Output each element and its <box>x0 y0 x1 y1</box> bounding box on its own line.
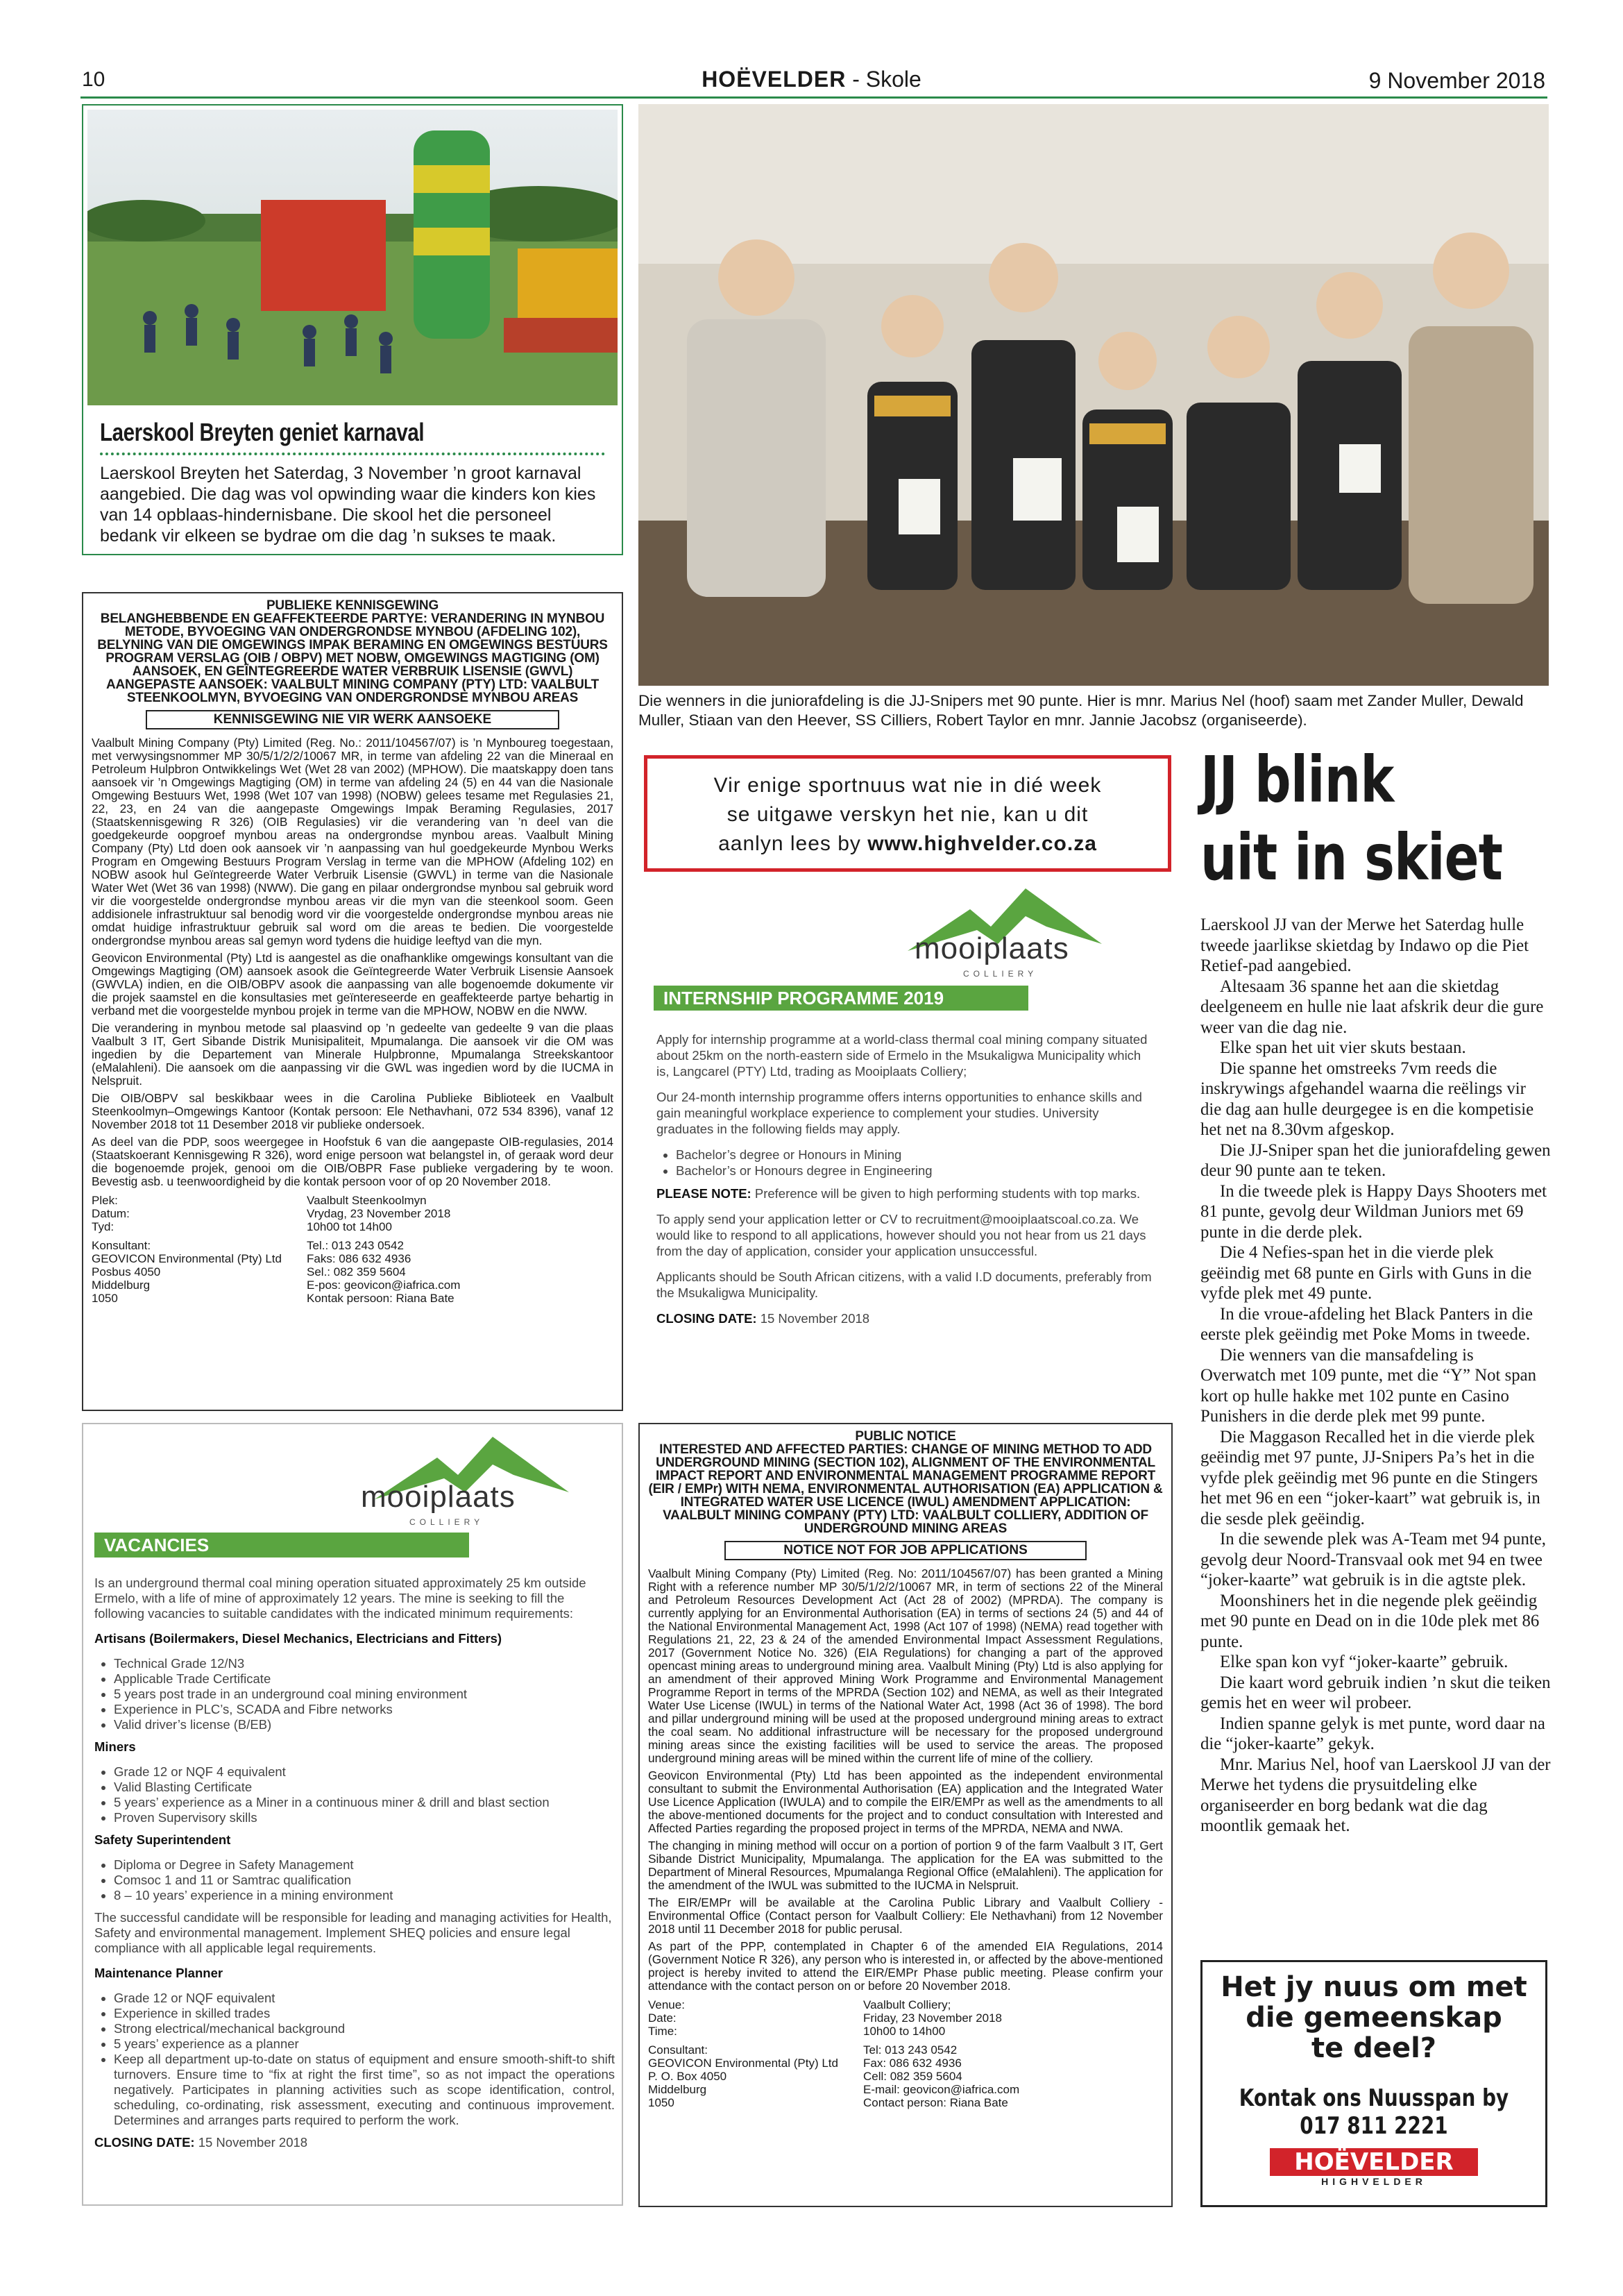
news-team-ad <box>1200 1960 1547 2207</box>
contact-right <box>307 1239 613 1305</box>
detail-label: Venue: <box>648 1998 685 2011</box>
winners-photo <box>638 104 1549 686</box>
list-item: • 5 years’ experience as a planner <box>114 2036 615 2052</box>
detail-label: Datum: <box>92 1207 130 1220</box>
notice-af-paragraph: Vaalbult Mining Company (Pty) Limited (Reg. No.: 2011/104567/07) is ’n Mynboureg toegestaan, met verwysingsnommer MP 30/5/1/2/2/10067 MR, in terme van afdeling 22 van die Mineraal en Petroleum Hulpbron Ontwikkelings Wet (Wet 28 van 2002) (MPHOW). Die maatskappy doen tans aansoek vir ’n Omgewings Magtiging (OM) in terme van afdeling 24 (5) en 44 van die Nasionale Omgewing Bestuurs Wet, 1998 (Wet 107 van 1998) (NOBW) gelees tesame met Regulasies 21, 22, 23, en 24 van die aangepaste Omgewings Impak Beraming Regulasies, 2017 (Staatskennisgewing R 326) (OIB Regulasies) vir die verandering van ’n deel van die goedgekeurde oopgroef mynbou areas na ondergrondse mynbou areas. Vaalbult Mining Company (Pty) Ltd doen ook aansoek vir ’n aanpassing van hul goedgekeurde Mynbou Werks Program en Omgewing Bestuurs Program Verslag in terme van die MPHOW (Afdeling 102) en NOBW asook hul Geïntegreerde Water Verbruik Lisensie (GWVL) in terme van die Nasionale Water Wet (Wet 36 van 1998) (NWW). Die gang en pilaar ondergrondse mynbou sal gebruik word vir die voorgestelde ondergrondse mynbou areas vir die myn van die steenkool soom. Geen addisionele infrastruktuur sal benodig word vir die voorgestelde ondergrondse mynbou areas nie omdat huidige infrastruktuur gebruik sal word om die areas te bedien. Die voorgestelde ondergrondse mynbou areas sal gemyn word tydens die huidige leeftyd van die myn. <box>92 736 613 947</box>
internship-ad <box>644 881 1171 1409</box>
internship-bar: INTERNSHIP PROGRAMME 2019 <box>654 986 1028 1011</box>
notice-af-title: PUBLIEKE KENNISGEWING BELANGHEBBENDE EN GEAFFEKTEERDE PARTYE: VERANDERING IN MYNBOU METODE, BYVOEGING VAN ONDERGRONDSE MYNBOU (AFDELING 102), BELYNING VAN DIE OMGEWINGS IMPAK BERAMING EN OMGEWINGS BESTUURS PROGRAM VERSLAG (OIB / OBPV) MET NOBW, OMGEWINGS MAGTIGING (OM) AANSOEK, EN GEÏNTEGREERDE WATER VERBRUIK LISENSIE (GWVL) AANGEPASTE AANSOEK: VAALBULT MINING COMPANY (PTY) LTD: VAALBULT STEENKOOLMYN, BYVOEGING VAN ONDERGRONDSE MYNBOU AREAS <box>97 598 608 705</box>
notice-af-paragraph: Die verandering in mynbou metode sal plaasvind op ’n gedeelte van gedeelte 9 van die plaas Vaalbult 3 IT, Gert Sibande Distrik Munisipaliteit, Mpumalanga. Die aansoek vir die OM was ingedien by die Departement van Minerale Hulpbronne, Mpumalanga Streekskantoor (eMalahleni). Die aansoek om die aanpassing vir die GWL was ingedien word by die IUCMA in Nelspruit. <box>92 1021 613 1088</box>
internship-logo-sub: COLLIERY <box>963 969 1038 979</box>
vacancies-body <box>94 1576 615 2160</box>
contact-line: Posbus 4050 <box>92 1265 161 1278</box>
karnaval-body: Laerskool Breyten het Saterdag, 3 November ’n groot karnaval aangebied. Die dag was vol opwinding waar die kinders kon kies van 14 opblaas-hindernisbane. Die skool het die personeel bedank vir elkeen se bydrae om die dag ’n sukses te maak. <box>100 464 596 546</box>
vacancies-bar: VACANCIES <box>94 1533 469 1558</box>
list-item: • Strong electrical/mechanical background <box>114 2021 615 2036</box>
sport-line: se uitgawe verskyn het nie, kan u dit <box>726 803 1089 826</box>
closing-label: CLOSING DATE: <box>656 1311 757 1326</box>
contact-left <box>648 2043 863 2109</box>
contact-line: Middelburg <box>92 1278 151 1292</box>
list-item: • Keep all department up-to-date on status of equipment and ensure smooth-shift-to shift turnovers. Ensure time to “fix at right the first time”, so as not impact the operations negatively. Participates in planning activities such as scope identification, control, scheduling, co-ordinating, risk assessment, executing and continuous improvement. Determines and arranges parts required to perform the work. <box>114 2052 615 2128</box>
brand-sub: HIGHVELDER <box>1321 2176 1427 2187</box>
story-paragraph: Elke span het uit vier skuts bestaan. <box>1220 1038 1466 1057</box>
list-item: • Applicable Trade Certificate <box>114 1671 615 1687</box>
karnaval-title: Laerskool Breyten geniet karnaval <box>100 418 425 446</box>
notice-af-paragraph: Die OIB/OBPV sal beskikbaar wees in die Carolina Publieke Biblioteek en Vaalbult Steenkoolmyn–Omgewings Kantoor (Kontak persoon: Ele Nethavhani, 072 534 8396), vanaf 12 November 2018 tot 11 Desember 2018 vir publieke ondersoek. <box>92 1091 613 1131</box>
internship-paragraph: Apply for internship programme at a world-class thermal coal mining company situated about 25km on the north-eastern side of Ermelo in the Msukaligwa Municipality which is, Langcarel (PTY) Ltd, trading as Mooiplaats Colliery; <box>656 1032 1148 1079</box>
contact-line: Consultant: <box>648 2043 708 2057</box>
contact-line: Tel.: 013 243 0542 <box>307 1239 404 1252</box>
detail-label: Date: <box>648 2011 677 2025</box>
page-number: 10 <box>82 68 105 91</box>
notice-en-paragraph: The changing in mining method will occur on a portion of portion 9 of the farm Vaalbult 3 IT, Gert Sibande District Municipality, Mpumalanga. The application for the EA was submitted to the Department of Mineral Resources, Mpumalanga Regional Office (eMalahleni). The application for the amendment of the IWUL was submitted to the IUCMA in Nelspruit. <box>648 1839 1163 1892</box>
list-item: • Bachelor’s degree or Honours in Mining <box>676 1147 1156 1163</box>
detail-value: Vrydag, 23 November 2018 <box>307 1207 451 1220</box>
contact-line: Faks: 086 632 4936 <box>307 1252 411 1265</box>
notice-af-paragraph: Geovicon Environmental (Pty) Ltd is aangestel as die onafhanklike omgewings konsultant van die Omgewings Magtiging (OM) aansoek asook die Geïntegreerde Water Verbruik Lisensie Aansoek (GWVLA) indien, en die OIB/OBPV asook die aanpassing van alle bogenoemde dokumente vir die projek saamstel en die konsultasies met geïntereseerde en geaffekteerde partye behartig in verband met die voorgestelde mynbou projek in terme van die MPHOW, NOBW en die NWW. <box>92 951 613 1018</box>
internship-closing <box>656 1310 1156 1326</box>
group-title: Miners <box>94 1739 136 1754</box>
contact-line: Tel: 013 243 0542 <box>863 2043 958 2057</box>
notice-af-contact <box>92 1239 613 1305</box>
website-link[interactable]: www.highvelder.co.za <box>867 832 1097 855</box>
vacancies-ad <box>82 1423 623 2206</box>
vacancies-closing <box>94 2135 615 2150</box>
notice-af-subtitle: KENNISGEWING NIE VIR WERK AANSOEKE <box>146 710 559 729</box>
vacancies-middle: The successful candidate will be responsible for leading and managing activities for Health, Safety and environmental management. Implement SHEQ policies and ensure legal compliance with all applicable legal requirements. <box>94 1910 612 1955</box>
headline-line: JJ blink <box>1200 743 1394 817</box>
list-item: • 5 years post trade in an underground coal mining environment <box>114 1687 615 1702</box>
detail-label: Plek: <box>92 1194 118 1207</box>
story-paragraph: Die Maggason Recalled het in die vierde plek geëindig met 97 punte, JJ-Snipers Pa’s het in die vyfde plek geëindig met 96 punte en die Stingers het met 96 en een “joker-kaart” wat gebruik is, in die sesde plek geëindig. <box>1200 1427 1540 1528</box>
nuus-phone[interactable]: 017 811 2221 <box>1300 2112 1448 2140</box>
detail-value: 10h00 tot 14h00 <box>307 1220 392 1233</box>
detail-label: Time: <box>648 2025 677 2038</box>
contact-line: GEOVICON Environmental (Pty) Ltd <box>92 1252 282 1265</box>
list-item: • Comsoc 1 and 11 or Samtrac qualification <box>114 1873 615 1888</box>
brand-logo <box>1270 2148 1478 2176</box>
internship-paragraph: Applicants should be South African citizens, with a valid I.D documents, preferably from the Msukaligwa Municipality. <box>656 1269 1152 1300</box>
masthead-title: HOËVELDER <box>702 67 847 92</box>
list-item: • Valid Blasting Certificate <box>114 1780 615 1795</box>
list-item: • Experience in PLC’s, SCADA and Fibre networks <box>114 1702 615 1717</box>
brand-name: HOËVELDER <box>1294 2148 1454 2176</box>
story-paragraph: In die sewende plek was A-Team met 94 punte, gevolg deur Noord-Transvaal ook met 94 en twee “joker-kaarte” wat gebruik is in die agtste plek. <box>1200 1530 1546 1589</box>
header-rule <box>80 96 1547 99</box>
contact-line: Fax: 086 632 4936 <box>863 2057 962 2070</box>
internship-logo-text: mooiplaats <box>915 931 1069 965</box>
section-name: - Skole <box>852 67 921 92</box>
photo-caption: Die wenners in die juniorafdeling is die JJ-Snipers met 90 punte. Hier is mnr. Marius Nel (hoof) saam met Zander Muller, Dewald Muller, Stiaan van den Heever, SS Cilliers, Robert Taylor en mnr. Jannie Jacobsz (organiseerde). <box>638 692 1524 729</box>
contact-line: Sel.: 082 359 5604 <box>307 1265 406 1278</box>
list-item: • Valid driver’s license (B/EB) <box>114 1717 615 1732</box>
list-item: • 5 years’ experience as a Miner in a continuous miner & drill and blast section <box>114 1795 615 1810</box>
contact-line: Konsultant: <box>92 1239 151 1252</box>
contact-line: P. O. Box 4050 <box>648 2070 727 2083</box>
notice-en-paragraph: The EIR/EMPr will be available at the Carolina Public Library and Vaalbult Colliery - Environmental Office (Contact person for Vaalbult Colliery: Ele Nethavhani) from 12 November 2018 until 11 December 2018 for public perusal. <box>648 1896 1163 1936</box>
story-paragraph: Die JJ-Sniper span het die juniorafdeling gewen deur 90 punte aan te teken. <box>1200 1140 1551 1180</box>
story-paragraph: Elke span kon vyf “joker-kaarte” gebruik. <box>1220 1653 1509 1671</box>
issue-date: 9 November 2018 <box>1368 68 1545 93</box>
group-list <box>94 1991 615 2128</box>
dotted-divider <box>100 453 605 455</box>
story-paragraph: In die tweede plek is Happy Days Shooters met 81 punte, gevolg deur Wildman Juniors met 69 punte in die derde plek. <box>1200 1181 1547 1242</box>
notice-en-paragraph: As part of the PPP, contemplated in Chapter 6 of the amended EIA Regulations, 2014 (Government Notice R 326), any person who is interested in, or affected by the above-mentioned project is hereby invited to attend the EIR/EMPr Phase public meeting. Please confirm your attendance with the contact person on or before 20 November 2018. <box>648 1939 1163 1993</box>
story-paragraph: In die vroue-afdeling het Black Panters in die eerste plek geëindig met Poke Moms in tweede. <box>1200 1304 1533 1344</box>
story-paragraph: Mnr. Marius Nel, hoof van Laerskool JJ van der Merwe het tydens die prysuitdeling elke organiseerder en borg bedank wat die dag moontlik gemaak het. <box>1200 1755 1551 1835</box>
note-label: PLEASE NOTE: <box>656 1186 751 1201</box>
internship-paragraph: Our 24-month internship programme offers interns opportunities to enhance skills and gain meaningful workplace experience to complement your studies. University graduates in the following fields may apply. <box>656 1090 1142 1136</box>
detail-value: Vaalbult Steenkoolmyn <box>307 1194 427 1207</box>
contact-line: E-mail: geovicon@iafrica.com <box>863 2083 1020 2096</box>
karnaval-photo <box>87 110 618 405</box>
closing-date: 15 November 2018 <box>756 1311 870 1326</box>
contact-line: Kontak persoon: Riana Bate <box>307 1292 454 1305</box>
nuus-line: die gemeenskap <box>1246 2002 1502 2034</box>
story-body <box>1200 915 1551 1837</box>
contact-line: Cell: 082 359 5604 <box>863 2070 962 2083</box>
vacancies-logo-sub: COLLIERY <box>409 1517 484 1527</box>
notice-af <box>82 592 623 1411</box>
closing-date: 15 November 2018 <box>194 2135 308 2150</box>
internship-note <box>656 1185 1156 1201</box>
story-headline <box>1200 741 1502 897</box>
story-paragraph: Moonshiners het in die negende plek geëindig met 90 punte en Dead on in die 10de plek met 86 punte. <box>1200 1591 1540 1651</box>
detail-value: Friday, 23 November 2018 <box>863 2011 1003 2025</box>
group-title: Safety Superintendent <box>94 1832 231 1847</box>
vacancies-logo-text: mooiplaats <box>361 1480 516 1514</box>
list-item: • Technical Grade 12/N3 <box>114 1656 615 1671</box>
sport-notice-box <box>644 755 1171 872</box>
internship-body <box>656 1031 1156 1336</box>
contact-line: E-pos: geovicon@iafrica.com <box>307 1278 461 1292</box>
contact-line: Middelburg <box>648 2083 707 2096</box>
group-list <box>94 1764 615 1825</box>
notice-en-title: PUBLIC NOTICE INTERESTED AND AFFECTED PARTIES: CHANGE OF MINING METHOD TO ADD UNDERGROUND MINING (SECTION 102), ALIGNMENT OF THE ENVIRONMENTAL IMPACT REPORT AND ENVIRONMENTAL MANAGEMENT PROGRAMME REPORT (EIR / EMPr) WITH NEMA, ENVIRONMENTAL AUTHORISATION (EA) APPLICATION & INTEGRATED WATER USE LICENCE (IWUL) AMENDMENT APPLICATION: VAALBULT MINING COMPANY (PTY) LTD: VAALBULT COLLIERY, ADDITION OF UNDERGROUND MINING AREAS <box>648 1429 1163 1536</box>
notice-en-body <box>648 1567 1163 1993</box>
detail-value: 10h00 to 14h00 <box>863 2025 946 2038</box>
notice-en-subtitle: NOTICE NOT FOR JOB APPLICATIONS <box>724 1541 1087 1560</box>
group-title: Artisans (Boilermakers, Diesel Mechanics, Electricians and Fitters) <box>94 1631 502 1646</box>
note-text: Preference will be given to high performing students with top marks. <box>751 1186 1141 1201</box>
notice-af-body <box>92 736 613 1188</box>
sport-prefix: aanlyn lees by <box>718 832 868 855</box>
closing-label: CLOSING DATE: <box>94 2135 195 2150</box>
list-item: • Grade 12 or NQF equivalent <box>114 1991 615 2006</box>
sport-line <box>647 829 1168 859</box>
contact-right <box>863 2043 1163 2109</box>
contact-left <box>92 1239 307 1305</box>
nuus-line: Het jy nuus om met <box>1221 1971 1527 2003</box>
nuus-contact-line: Kontak ons Nuusspan by <box>1239 2084 1509 2112</box>
list-item: • Bachelor’s or Honours degree in Engineering <box>676 1163 1156 1179</box>
notice-en-paragraph: Vaalbult Mining Company (Pty) Limited (Reg. No: 2011/104567/07) has been granted a Mining Right with a reference number MP 30/5/1/2/2/10067 MR, in term of sections 22 of the Mineral and Petroleum Resources Development Act (Act 28 of 2002) (MPRDA). The company is currently applying for an Environmental Authorisation (EA) in terms of sections 24 (5) and 44 of the National Environmental Management Act, 1998 (Act 107 of 1998) (NEMA) read together with Regulations 21, 22, 23 & 24 of the amended Environmental Impact Assessment Regulations, 2017 (Government Notice No. 326) (EIA Regulations) for changing a part of the approved opencast mining areas to underground mining area. Vaalbult Mining (Pty) Ltd is also applying for an amendment of their approved Mining Work Programme and Environmental Management Programme Report in terms of the MPRDA (Section 102) and NEMA, as well as their Integrated Water Use License (IWUL) in terms of the National Water Act, 1998 (Act 36 of 1998). The bord and pillar underground mining will be used at the proposed underground mining areas to extract the coal seam. No additional infrastructure will be necessary for the proposed underground mining areas since the existing facilities will be used to service the areas. The proposed underground mining areas will be mined within the current life of mine of the colliery. <box>648 1567 1163 1765</box>
story-paragraph: Die kaart word gebruik indien ’n skut die teiken gemis het en weer wil probeer. <box>1200 1673 1551 1712</box>
story-paragraph: Die spanne het omstreeks 7vm reeds die inskrywings afgehandel waarna die reëlings vir die dag aan hulle deurgegee is en die kompetisie het net na 8.30vm afgeskop. <box>1200 1058 1534 1139</box>
contact-line: 1050 <box>92 1292 118 1305</box>
vacancies-intro: Is an underground thermal coal mining operation situated approximately 25 km outside Ermelo, with a life of mine of approximately 12 years. The mine is seeking to fill the following vacancies to suitable candidates with the indicated minimum requirements: <box>94 1576 586 1621</box>
notice-en-contact <box>648 2043 1163 2109</box>
notice-af-paragraph: As deel van die PDP, soos weergegee in Hoofstuk 6 van die aangepaste OIB-regulasies, 2014 (Staatskoerant Kennisgewing R 326), word enige persoon wat belangstel in, of geraak word deur die bogenoemde projek, genooi om die OIB/OBPR Fase publieke vergadering by te woon. Bevestig asb. u teenwoordigheid by die kontak persoon voor of op 20 November 2018. <box>92 1135 613 1188</box>
list-item: • Experience in skilled trades <box>114 2006 615 2021</box>
contact-line: Contact person: Riana Bate <box>863 2096 1008 2109</box>
story-paragraph: Altesaam 36 spanne het aan die skietdag deelgeneem en hulle nie laat afskrik deur die gure weer van die dag nie. <box>1200 977 1544 1037</box>
internship-list <box>656 1147 1156 1179</box>
list-item: • Proven Supervisory skills <box>114 1810 615 1825</box>
sport-line: Vir enige sportnuus wat nie in dié week <box>713 774 1102 797</box>
detail-value: Vaalbult Colliery; <box>863 1998 951 2011</box>
list-item: • Grade 12 or NQF 4 equivalent <box>114 1764 615 1780</box>
list-item: • Diploma or Degree in Safety Management <box>114 1857 615 1873</box>
headline-line: uit in skiet <box>1200 820 1503 895</box>
notice-en-details <box>648 1998 1163 2038</box>
story-paragraph: Laerskool JJ van der Merwe het Saterdag hulle tweede jaarlikse skietdag by Indawo op die Piet Retief-pad aangebied. <box>1200 915 1529 975</box>
group-title: Maintenance Planner <box>94 1966 223 1980</box>
notice-af-details <box>92 1194 613 1233</box>
contact-line: 1050 <box>648 2096 674 2109</box>
karnaval-box <box>82 104 623 555</box>
group-list <box>94 1857 615 1903</box>
list-item: • 8 – 10 years’ experience in a mining environment <box>114 1888 615 1903</box>
story-paragraph: Die wenners van die mansafdeling is Overwatch met 109 punte, met die “Y” Not span kort op hulle hakke met 102 punte en Casino Punishers in die derde plek met 99 punte. <box>1200 1345 1537 1426</box>
group-list <box>94 1656 615 1732</box>
internship-paragraph: To apply send your application letter or CV to recruitment@mooiplaatscoal.co.za. We would like to respond to all applications, however should you not hear from us 21 days from the day of application, consider your application unsuccessful. <box>656 1212 1146 1258</box>
story-paragraph: Die 4 Nefies-span het in die vierde plek geëindig met 68 punte en Girls with Guns in die vyfde plek met 49 punte. <box>1200 1243 1532 1303</box>
nuus-line: te deel? <box>1311 2032 1436 2064</box>
notice-en <box>638 1423 1173 2207</box>
notice-en-paragraph: Geovicon Environmental (Pty) Ltd has been appointed as the independent environmental consultant to submit the Environmental Authorisation (EA) application and the Integrated Water Use Licence Application (IWULA) and to compile the EIR/EMPr as well as the amendments to all the above-mentioned documents for the project and to conduct consultation with Interested and Affected Parties regarding the proposed project in terms of the MPRDA, NEMA and NWA. <box>648 1769 1163 1835</box>
story-paragraph: Indien spanne gelyk is met punte, word daar na die “joker-kaarte” gekyk. <box>1200 1714 1545 1753</box>
detail-label: Tyd: <box>92 1220 114 1233</box>
contact-line: GEOVICON Environmental (Pty) Ltd <box>648 2057 838 2070</box>
